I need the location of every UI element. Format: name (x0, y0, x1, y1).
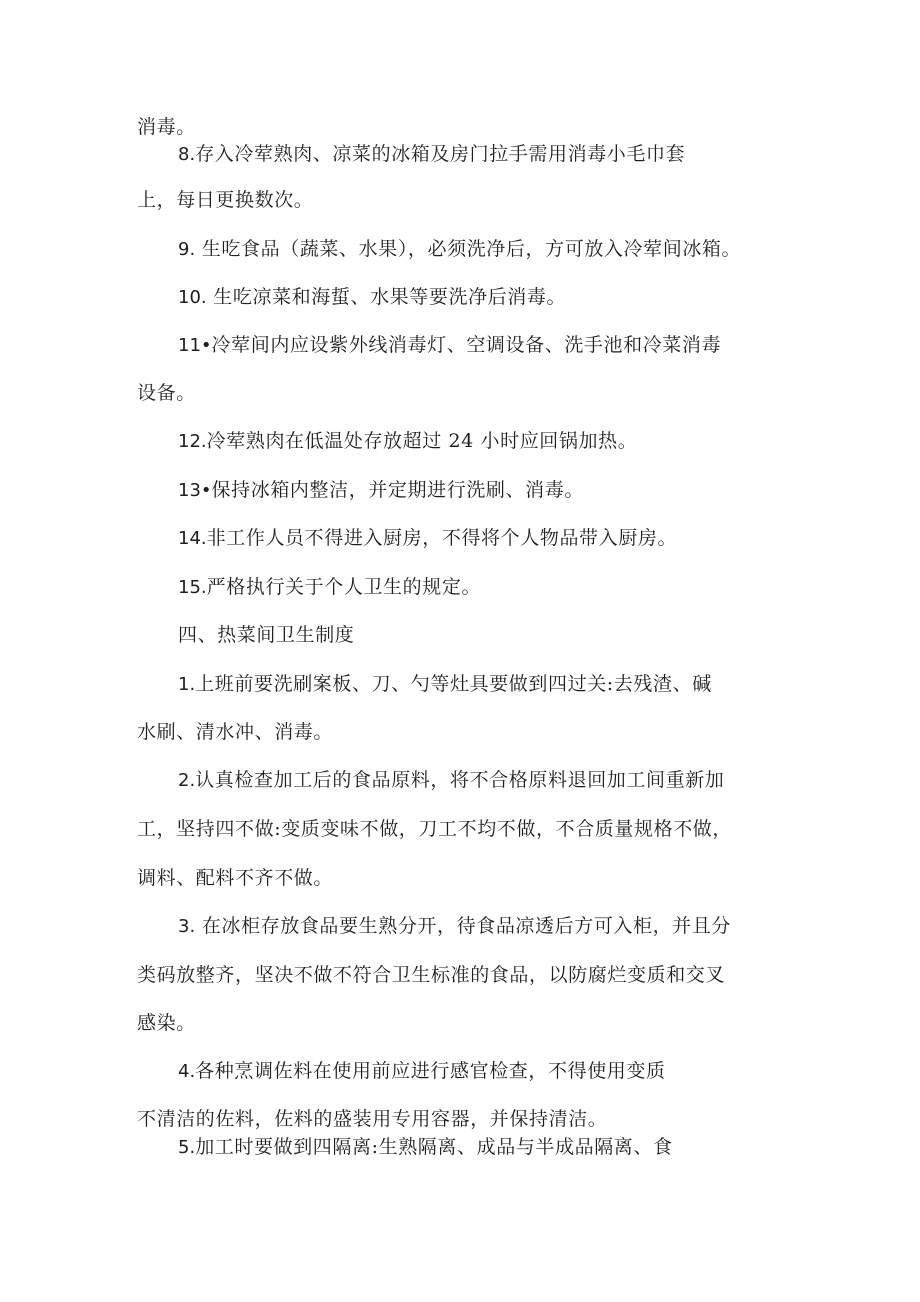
paragraph-line (137, 817, 732, 841)
paragraph-line (137, 866, 333, 890)
line-text: 认真检查加工后的食品原料，将不合格原料退回加工间重新加 (195, 769, 725, 791)
item-number: 11• (178, 335, 212, 356)
list-item-14 (178, 526, 677, 551)
item-number: 13• (178, 480, 212, 501)
item-number: 15. (178, 577, 207, 598)
list-item-10 (178, 285, 566, 310)
line-text: 存入冷荤熟肉、凉菜的冰箱及房门拉手需用消毒小毛巾套 (195, 143, 686, 165)
list-item-15 (178, 575, 481, 600)
list-item-8 (178, 142, 685, 167)
list-item-9 (178, 237, 741, 262)
list-item-4 (178, 1059, 666, 1084)
paragraph-line (137, 188, 313, 212)
line-text: 生吃食品（蔬菜、水果），必须洗净后，方可放入冷荤间冰箱。 (195, 238, 742, 260)
list-item-3 (178, 914, 731, 939)
line-text: 生吃凉菜和海蜇、水果等要洗净后消毒。 (206, 286, 567, 308)
paragraph-line (137, 720, 333, 744)
paragraph-line (137, 115, 196, 139)
item-number: 10. (178, 287, 207, 308)
line-text: 消毒。 (137, 116, 196, 138)
line-text: 不清洁的佐料，佐料的盛装用专用容器，并保持清洁。 (137, 1108, 608, 1130)
item-number: 8. (178, 144, 196, 165)
line-text: 类码放整齐，坚决不做不符合卫生标准的食品，以防腐烂变质和交叉 (137, 964, 726, 986)
item-number: 9. (178, 239, 196, 260)
line-text: 水刷、清水冲、消毒。 (137, 721, 334, 743)
item-number: 4. (178, 1061, 196, 1082)
line-text: 严格执行关于个人卫生的规定。 (206, 576, 482, 598)
line-text: 冷荤熟肉在低温处存放超过 24 小时应回锅加热。 (206, 430, 638, 452)
line-text: 感染。 (137, 1012, 196, 1034)
line-text: 上班前要洗刷案板、刀、勺等灶具要做到四过关:去残渣、碱 (195, 673, 712, 695)
line-text: 非工作人员不得进入厨房，不得将个人物品带入厨房。 (206, 527, 678, 549)
list-item-5 (178, 1135, 673, 1160)
list-item-13 (178, 478, 584, 503)
list-item-11 (178, 333, 721, 358)
item-number: 12. (178, 431, 207, 452)
heading-text: 四、热菜间卫生制度 (178, 624, 355, 646)
list-item-12 (178, 429, 637, 454)
paragraph-line (137, 1011, 196, 1035)
list-item-2 (178, 768, 724, 793)
line-text: 在冰柜存放食品要生熟分开，待食品凉透后方可入柜，并且分 (195, 915, 732, 937)
line-text: 加工时要做到四隔离:生熟隔离、成品与半成品隔离、食 (195, 1136, 673, 1158)
line-text: 冷荤间内应设紫外线消毒灯、空调设备、洗手池和冷菜消毒 (211, 334, 722, 356)
item-number: 3. (178, 916, 196, 937)
paragraph-line (137, 381, 196, 405)
line-text: 上，每日更换数次。 (137, 189, 314, 211)
item-number: 1. (178, 674, 196, 695)
item-number: 14. (178, 528, 207, 549)
item-number: 2. (178, 770, 196, 791)
paragraph-line (137, 1107, 607, 1131)
line-text: 调料、配料不齐不做。 (137, 867, 334, 889)
line-text: 工，坚持四不做:变质变味不做，刀工不均不做，不合质量规格不做， (137, 818, 733, 840)
section-heading (178, 623, 354, 647)
line-text: 各种烹调佐料在使用前应进行感官检查，不得使用变质 (195, 1060, 666, 1082)
line-text: 设备。 (137, 382, 196, 404)
line-text: 保持冰箱内整洁，并定期进行洗刷、消毒。 (211, 479, 584, 501)
list-item-1 (178, 672, 712, 697)
item-number: 5. (178, 1137, 196, 1158)
paragraph-line (137, 963, 725, 987)
